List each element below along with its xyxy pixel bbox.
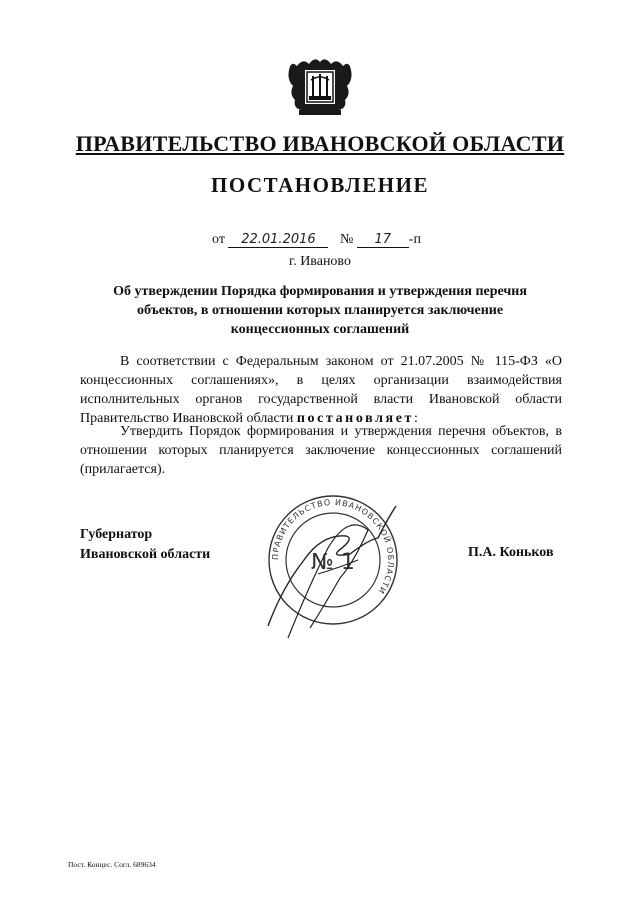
footer-code: Пост. Концес. Согл. 689634 <box>68 860 156 869</box>
signatory-name: П.А. Коньков <box>468 545 554 560</box>
paragraph-end: : <box>414 411 418 426</box>
signatory-title-line: Ивановской области <box>80 547 211 562</box>
document-type: ПОСТАНОВЛЕНИЕ <box>211 173 429 197</box>
body-paragraph <box>80 352 562 428</box>
city: г. Иваново <box>289 254 351 269</box>
paragraph-text: В соответствии с Федеральным законом от 21.07.2005 № 115-ФЗ «О концессионных соглашениях», в целях организации взаимодействия исполнительных органов государственной власти Ивановской области Правительство Ивановской области <box>80 354 562 426</box>
subject-line: концессионных соглашений <box>230 322 410 337</box>
signatory-title-line: Губернатор <box>80 527 153 542</box>
number-suffix: -п <box>408 232 421 247</box>
stamp-ring-text: ПРАВИТЕЛЬСТВО ИВАНОВСКОЙ ОБЛАСТИ <box>270 497 396 596</box>
signature-stroke <box>288 525 368 638</box>
resolution-keyword: постановляет <box>296 411 414 426</box>
subject-line: объектов, в отношении которых планируется заключение <box>136 303 504 318</box>
subject-line: Об утверждении Порядка формирования и утверждения перечня <box>113 284 527 299</box>
date-number-line <box>212 232 421 248</box>
body-paragraph: Утвердить Порядок формирования и утверждения перечня объектов, в отношении которых планируется заключение концессионных соглашений (прилагается). <box>80 424 562 477</box>
date-value: 22.01.2016 <box>228 232 328 248</box>
stamp-number: № 1 <box>311 550 355 575</box>
number-value: 17 <box>357 232 409 248</box>
official-seal-stamp <box>258 478 408 668</box>
government-title: ПРАВИТЕЛЬСТВО ИВАНОВСКОЙ ОБЛАСТИ <box>75 131 565 156</box>
date-prefix: от <box>212 232 225 247</box>
ivanovo-coat-of-arms-icon <box>285 56 355 118</box>
number-prefix: № <box>339 232 354 247</box>
signatory-title <box>80 525 210 565</box>
subject-heading <box>0 282 640 339</box>
